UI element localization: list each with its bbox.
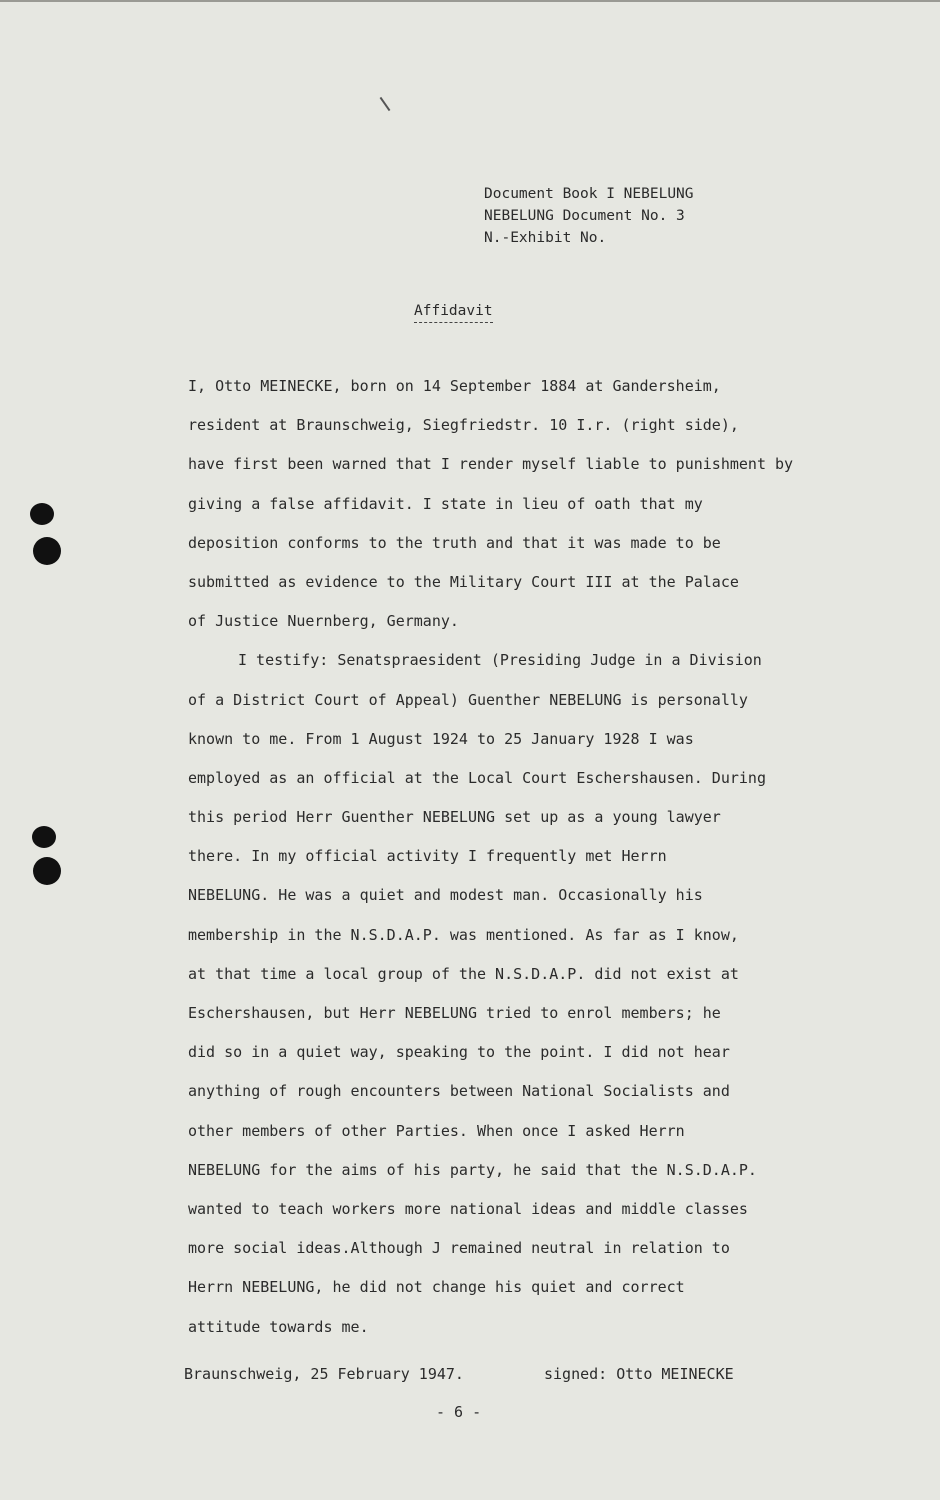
body-line: giving a false affidavit. I state in lieu of oath that my xyxy=(188,494,703,513)
body-line: other members of other Parties. When once I asked Herrn xyxy=(188,1121,685,1140)
body-line: of Justice Nuernberg, Germany. xyxy=(188,612,459,631)
body-line: Herrn NEBELUNG, he did not change his quiet and correct xyxy=(188,1278,685,1297)
body-line: NEBELUNG for the aims of his party, he said that the N.S.D.A.P. xyxy=(188,1160,757,1179)
body-line: at that time a local group of the N.S.D.A.P. did not exist at xyxy=(188,964,739,983)
document-number-line: NEBELUNG Document No. 3 xyxy=(484,208,685,224)
signature: signed: Otto MEINECKE xyxy=(544,1365,734,1383)
body-line: deposition conforms to the truth and that it was made to be xyxy=(188,533,721,552)
punch-hole-icon xyxy=(30,503,54,525)
body-line: resident at Braunschweig, Siegfriedstr. 10 I.r. (right side), xyxy=(188,416,739,435)
body-line: known to me. From 1 August 1924 to 25 January 1928 I was xyxy=(188,729,694,748)
top-edge-line xyxy=(0,0,940,2)
punch-hole-icon xyxy=(33,537,61,565)
body-line: membership in the N.S.D.A.P. was mentioned. As far as I know, xyxy=(188,925,739,944)
body-line: have first been warned that I render myself liable to punishment by xyxy=(188,455,794,474)
affidavit-body xyxy=(188,376,848,1356)
document-reference-block xyxy=(484,183,694,249)
document-book-line: Document Book I NEBELUNG xyxy=(484,186,694,202)
body-line: I, Otto MEINECKE, born on 14 September 1884 at Gandersheim, xyxy=(188,377,721,395)
stray-pen-mark xyxy=(380,97,391,111)
body-line: submitted as evidence to the Military Court III at the Palace xyxy=(188,572,739,591)
body-line: anything of rough encounters between National Socialists and xyxy=(188,1082,730,1101)
body-line: this period Herr Guenther NEBELUNG set up as a young lawyer xyxy=(188,808,721,827)
body-line: there. In my official activity I frequently met Herrn xyxy=(188,847,667,866)
body-line: of a District Court of Appeal) Guenther NEBELUNG is personally xyxy=(188,690,748,709)
page-number: - 6 - xyxy=(436,1403,482,1421)
body-line: wanted to teach workers more national ideas and middle classes xyxy=(188,1199,748,1218)
punch-hole-icon xyxy=(33,857,61,885)
body-line: attitude towards me. xyxy=(188,1317,369,1336)
body-line: NEBELUNG. He was a quiet and modest man. Occasionally his xyxy=(188,886,703,905)
body-line: I testify: Senatspraesident (Presiding Judge in a Division xyxy=(238,651,762,670)
body-line: did so in a quiet way, speaking to the point. I did not hear xyxy=(188,1043,730,1062)
document-title: Affidavit xyxy=(414,303,493,323)
punch-hole-icon xyxy=(32,826,56,848)
body-line: more social ideas.Although J remained neutral in relation to xyxy=(188,1239,730,1258)
place-and-date: Braunschweig, 25 February 1947. xyxy=(184,1365,464,1383)
exhibit-number-line: N.-Exhibit No. xyxy=(484,230,607,246)
body-line: employed as an official at the Local Court Eschershausen. During xyxy=(188,768,766,787)
body-line: Eschershausen, but Herr NEBELUNG tried to enrol members; he xyxy=(188,1004,721,1022)
